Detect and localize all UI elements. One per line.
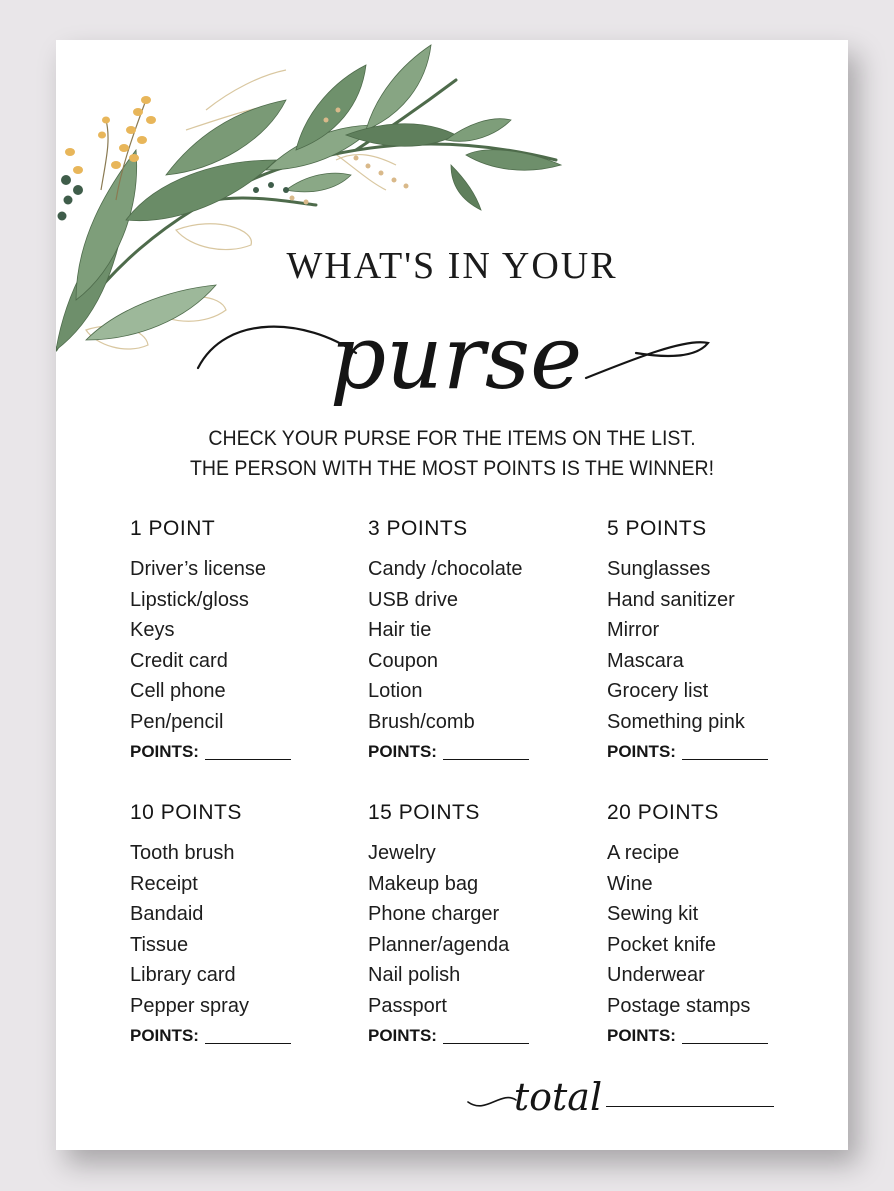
points-row [368, 737, 588, 767]
list-item: Cell phone [130, 680, 226, 702]
points-label: POINTS: [130, 1026, 199, 1045]
list-item: Lotion [368, 680, 423, 702]
list-item: Brush/comb [368, 710, 475, 733]
list-item: Planner/agenda [368, 933, 510, 956]
category-10-points [130, 798, 350, 1051]
list-item: Library card [130, 964, 236, 986]
list-item: Makeup bag [368, 872, 479, 895]
list-item: Mascara [607, 649, 684, 672]
instruction-line: CHECK YOUR PURSE FOR THE ITEMS ON THE LIST. [208, 427, 696, 450]
list-item: Nail polish [368, 964, 461, 986]
points-blank[interactable] [443, 758, 529, 760]
list-item: Grocery list [607, 680, 709, 702]
points-label: POINTS: [368, 1026, 437, 1045]
category-title: 3 POINTS [368, 517, 468, 540]
list-item: Receipt [130, 872, 198, 895]
list-item: Bandaid [130, 903, 204, 925]
list-item: Driver’s license [130, 558, 266, 580]
instruction-line: THE PERSON WITH THE MOST POINTS IS THE WINNER! [189, 457, 715, 480]
category-title: 20 POINTS [607, 801, 719, 824]
list-item: Sunglasses [607, 558, 711, 580]
points-label: POINTS: [130, 742, 199, 761]
category-title: 1 POINT [130, 517, 216, 540]
list-item: Pepper spray [130, 994, 249, 1017]
list-item: Credit card [130, 649, 228, 672]
list-item: A recipe [607, 842, 680, 864]
category-20-points [607, 798, 827, 1051]
category-title: 15 POINTS [368, 801, 480, 824]
list-item: Keys [130, 619, 175, 641]
points-blank[interactable] [205, 758, 291, 760]
list-item: Phone charger [368, 903, 500, 925]
points-row [607, 1021, 827, 1051]
list-item: Sewing kit [607, 903, 699, 925]
total-section [466, 1060, 796, 1130]
list-item: Something pink [607, 710, 745, 733]
points-label: POINTS: [368, 742, 437, 761]
points-blank[interactable] [205, 1042, 291, 1044]
list-item: Pen/pencil [130, 710, 224, 733]
points-blank[interactable] [682, 1042, 768, 1044]
category-15-points [368, 798, 588, 1051]
instructions [84, 424, 821, 484]
list-item: Hand sanitizer [607, 588, 735, 611]
points-label: POINTS: [607, 742, 676, 761]
points-row [607, 737, 827, 767]
points-blank[interactable] [443, 1042, 529, 1044]
list-item: Pocket knife [607, 933, 716, 956]
list-item: Postage stamps [607, 994, 751, 1017]
list-item: Candy /chocolate [368, 558, 523, 580]
category-5-points [607, 514, 827, 767]
total-script [466, 1060, 616, 1130]
title-script-word [196, 298, 716, 428]
total-blank[interactable] [606, 1106, 774, 1107]
title-script-text: purse [329, 306, 583, 409]
list-item: Mirror [607, 619, 660, 641]
list-item: Passport [368, 994, 447, 1017]
list-item: Wine [607, 872, 653, 895]
list-item: USB drive [368, 588, 459, 611]
category-1-point [130, 514, 350, 767]
list-item: Jewelry [368, 842, 436, 864]
total-label: total [513, 1075, 603, 1119]
title-heading: WHAT'S IN YOUR [286, 245, 618, 287]
list-item: Hair tie [368, 619, 432, 641]
category-title: 5 POINTS [607, 517, 707, 540]
list-item: Lipstick/gloss [130, 588, 249, 611]
category-title: 10 POINTS [130, 801, 242, 824]
points-blank[interactable] [682, 758, 768, 760]
points-row [368, 1021, 588, 1051]
points-row [130, 737, 350, 767]
game-card [56, 40, 848, 1150]
list-item: Underwear [607, 964, 705, 986]
list-item: Tissue [130, 933, 189, 956]
list-item: Coupon [368, 649, 439, 672]
points-row [130, 1021, 350, 1051]
category-3-points [368, 514, 588, 767]
list-item: Tooth brush [130, 842, 235, 864]
points-label: POINTS: [607, 1026, 676, 1045]
